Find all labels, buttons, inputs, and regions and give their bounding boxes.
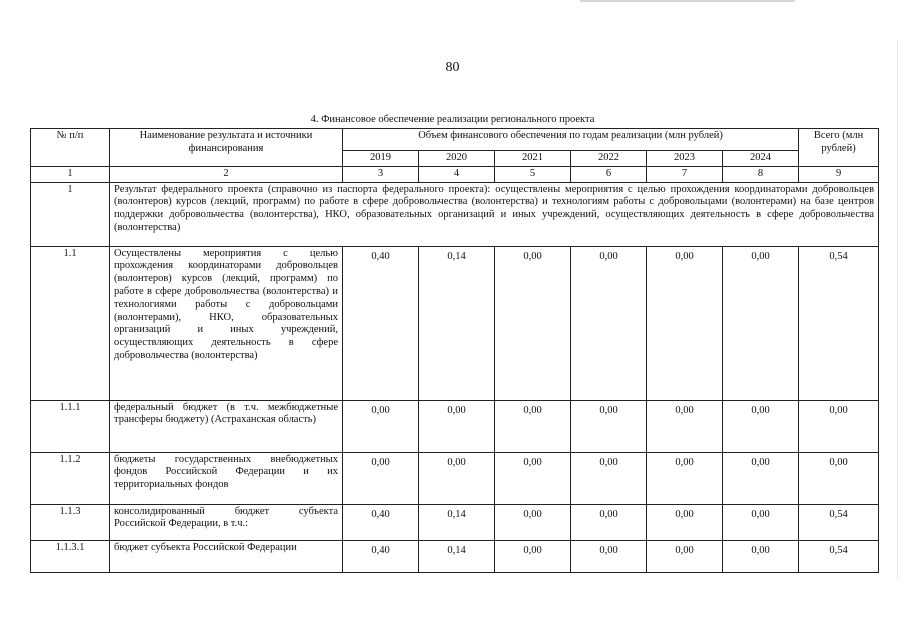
table-row [31,504,879,540]
table-row [31,452,879,504]
header-year: 2021 [495,151,571,167]
value-cell: 0,00 [647,246,723,400]
total-cell: 0,54 [799,246,879,400]
row-number: 1.1.3 [31,504,110,540]
value-cell: 0,00 [647,540,723,572]
header-total: Всего (млн рублей) [799,129,879,167]
value-cell: 0,00 [495,452,571,504]
value-cell: 0,00 [723,452,799,504]
table-row [31,246,879,400]
column-number: 4 [419,166,495,182]
column-number: 9 [799,166,879,182]
row-number: 1 [31,182,110,246]
value-cell: 0,00 [571,540,647,572]
value-cell: 0,00 [419,452,495,504]
row-number: 1.1.3.1 [31,540,110,572]
column-number: 1 [31,166,110,182]
table-body [31,182,879,572]
header-year: 2023 [647,151,723,167]
value-cell: 0,00 [495,400,571,452]
header-year: 2024 [723,151,799,167]
total-cell: 0,00 [799,400,879,452]
row-number: 1.1 [31,246,110,400]
value-cell: 0,00 [343,452,419,504]
value-cell: 0,00 [495,540,571,572]
row-number: 1.1.2 [31,452,110,504]
total-cell: 0,54 [799,540,879,572]
table-row [31,540,879,572]
row-name: консолидированный бюджет субъекта Российской Федерации, в т.ч.: [110,504,343,540]
column-numbers-row [31,166,879,182]
header-year: 2020 [419,151,495,167]
row-name: Осуществлены мероприятия с целью прохождения координаторами добровольцев (волонтеров) курсов (лекций, программ) по работе в сфере добровольчества (волонтерства) и технологиями работы с добровольцами (волонтерами), НКО, образовательных организаций и иных учреждений, осуществляющих деятельность в сфере добровольчества (волонтерства) [110,246,343,400]
value-cell: 0,14 [419,246,495,400]
value-cell: 0,00 [723,504,799,540]
value-cell: 0,00 [647,504,723,540]
top-edge-mark [580,0,795,2]
result-description: Результат федерального проекта (справочно из паспорта федерального проекта): осуществлены мероприятия с целью прохождения координаторами добровольцев (волонтеров) курсов (лекций, программ) по работе в сфере добровольчества (волонтерства) и технологиям работы с добровольцами (волонтерами) на базе центров поддержки добровольчества (волонтерства), НКО, образовательных организаций и иных учреждений, осуществляющих деятельность в сфере добровольчества (волонтерства) [110,182,879,246]
row-name: бюджет субъекта Российской Федерации [110,540,343,572]
section-title: 4. Финансовое обеспечение реализации регионального проекта [310,114,595,125]
value-cell: 0,00 [647,400,723,452]
value-cell: 0,40 [343,504,419,540]
value-cell: 0,14 [419,540,495,572]
value-cell: 0,00 [723,400,799,452]
value-cell: 0,00 [723,246,799,400]
value-cell: 0,40 [343,246,419,400]
value-cell: 0,00 [571,452,647,504]
value-cell: 0,00 [343,400,419,452]
column-number: 7 [647,166,723,182]
value-cell: 0,40 [343,540,419,572]
column-number: 5 [495,166,571,182]
column-number: 8 [723,166,799,182]
header-row [31,129,879,151]
value-cell: 0,00 [647,452,723,504]
page-number: 80 [445,60,460,75]
table-header [31,129,879,183]
header-name: Наименование результата и источники финансирования [110,129,343,167]
table-row [31,400,879,452]
value-cell: 0,00 [571,400,647,452]
column-number: 2 [110,166,343,182]
result-row [31,182,879,246]
row-number: 1.1.1 [31,400,110,452]
value-cell: 0,14 [419,504,495,540]
column-number: 3 [343,166,419,182]
value-cell: 0,00 [571,504,647,540]
header-year: 2022 [571,151,647,167]
value-cell: 0,00 [571,246,647,400]
header-num: № п/п [31,129,110,167]
total-cell: 0,54 [799,504,879,540]
value-cell: 0,00 [419,400,495,452]
value-cell: 0,00 [495,504,571,540]
header-year: 2019 [343,151,419,167]
financing-table [30,128,879,573]
total-cell: 0,00 [799,452,879,504]
value-cell: 0,00 [723,540,799,572]
column-number: 6 [571,166,647,182]
value-cell: 0,00 [495,246,571,400]
row-name: федеральный бюджет (в т.ч. межбюджетные трансферы бюджету) (Астраханская область) [110,400,343,452]
header-volume: Объем финансового обеспечения по годам реализации (млн рублей) [343,129,799,151]
row-name: бюджеты государственных внебюджетных фондов Российской Федерации и их территориальных фондов [110,452,343,504]
